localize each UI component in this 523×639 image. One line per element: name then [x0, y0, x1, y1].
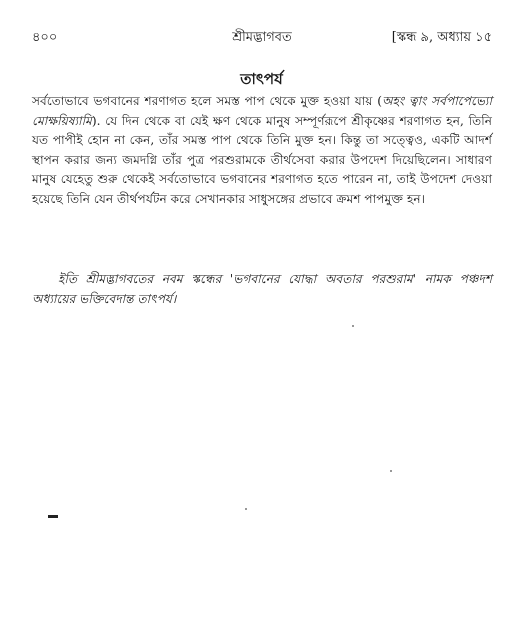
scan-speck [352, 325, 354, 327]
chapter-closing-line: ইতি শ্রীমদ্ভাগবতের নবম স্কন্ধের 'ভগবানের যোদ্ধা অবতার পরশুরাম' নামক পঞ্চদশ অধ্যায়ের ভক্তিবেদান্ত তাৎপর্য। [32, 272, 492, 306]
scan-speck [390, 470, 392, 472]
page-number: ৪০০ [32, 30, 58, 45]
purport-paragraph [32, 92, 492, 209]
canto-chapter-label: [স্কন্ধ ৯, অধ্যায় ১৫ [391, 30, 492, 45]
purport-body: ). যে দিন থেকে বা যেই ক্ষণ থেকে মানুষ সম্পূর্ণরূপে শ্রীকৃষ্ণের শরণাগত হন, তিনি যত পাপীই হোন না কেন, তাঁর সমস্ত পাপ থেকে তিনি মুক্ত হন। কিন্তু তা সত্ত্বেও, একটি আদর্শ স্থাপন করার জন্য জমদগ্নি তাঁর পুত্র পরশুরামকে তীর্থসেবা করার উপদেশ দিয়েছিলেন। সাধারণ মানুষ যেহেতু শুরু থেকেই সর্বতোভাবে ভগবানের শরণাগত হতে পারেন না, তাই উপদেশ দেওয়া হয়েছে তিনি যেন তীর্থপর্যটন করে সেখানকার সাধুসঙ্গের প্রভাবে ক্রমশ পাপমুক্ত হন। [32, 113, 492, 206]
purport-heading: তাৎপর্য [240, 70, 283, 88]
purport-intro: সর্বতোভাবে ভগবানের শরণাগত হলে সমস্ত পাপ থেকে মুক্ত হওয়া যায় ( [32, 94, 382, 108]
page-header [32, 28, 492, 48]
running-title: শ্রীমদ্ভাগবত [232, 30, 292, 45]
gita-quote: অহং ত্বাং সর্বপাপেভ্যো মোক্ষয়িষ্যামি [32, 94, 492, 128]
scan-speck [245, 508, 247, 510]
scan-mark [48, 515, 58, 518]
